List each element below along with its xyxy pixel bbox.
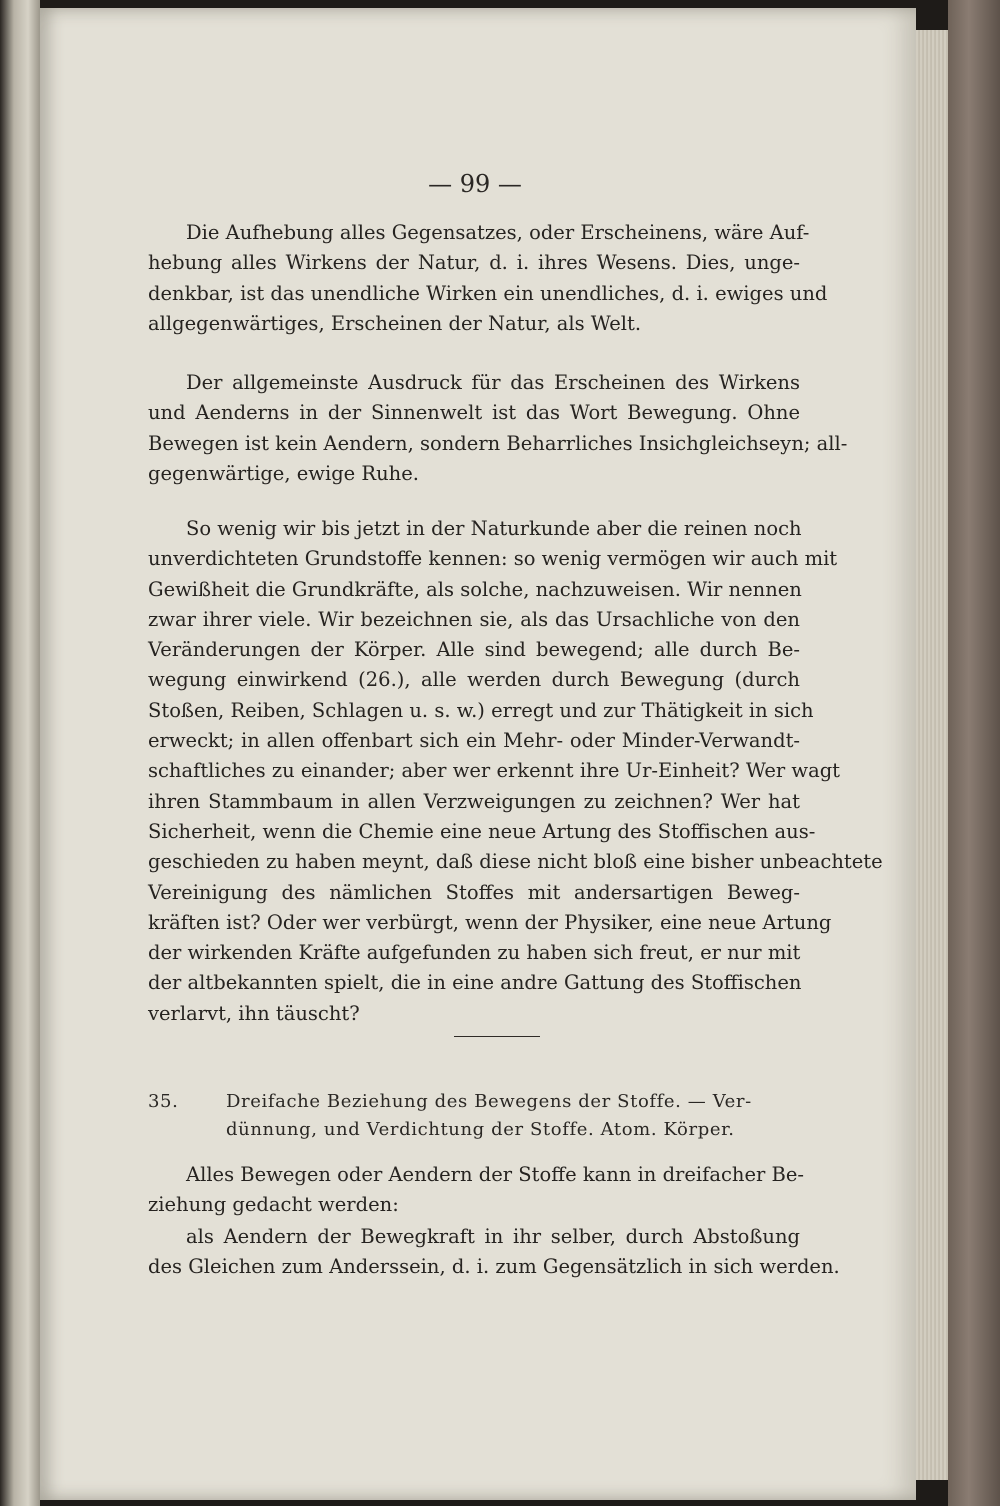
- text-line: gegenwärtige, ewige Ruhe.: [148, 461, 419, 485]
- page-number: — 99 —: [428, 170, 522, 198]
- text-line: Die Aufhebung alles Gegensatzes, oder Erscheinens, wäre Auf-: [186, 221, 810, 244]
- text-line: wegung einwirkend (26.), alle werden durch Bewegung (durch: [148, 668, 800, 692]
- text-line: So wenig wir bis jetzt in der Naturkunde aber die reinen noch: [186, 517, 802, 540]
- section-heading-line: Dreifache Beziehung des Bewegens der Stoffe. — Ver-: [226, 1091, 752, 1112]
- section-heading: [148, 1088, 800, 1144]
- paragraph-4: [148, 1160, 804, 1221]
- text-line: kräften ist? Oder wer verbürgt, wenn der Physiker, eine neue Artung: [148, 910, 832, 934]
- paragraph-5: [148, 1222, 840, 1283]
- text-line: allgegenwärtiges, Erscheinen der Natur, als Welt.: [148, 311, 642, 335]
- text-line: Sicherheit, wenn die Chemie eine neue Artung des Stoffischen aus-: [148, 819, 816, 843]
- paragraph-2: [148, 368, 848, 489]
- text-line: der wirkenden Kräfte aufgefunden zu haben sich freut, er nur mit: [148, 941, 801, 965]
- text-line: Stoßen, Reiben, Schlagen u. s. w.) erregt und zur Thätigkeit in sich: [148, 698, 814, 722]
- text-line: ihren Stammbaum in allen Verzweigungen zu zeichnen? Wer hat: [148, 789, 800, 813]
- section-heading-line: dünnung, und Verdichtung der Stoffe. Atom. Körper.: [226, 1119, 735, 1140]
- text-line: zwar ihrer viele. Wir bezeichnen sie, als das Ursachliche von den: [148, 607, 800, 631]
- text-line: geschieden zu haben meynt, daß diese nicht bloß eine bisher unbeachtete: [148, 850, 883, 874]
- text-line: schaftliches zu einander; aber wer erkennt ihre Ur-Einheit? Wer wagt: [148, 759, 841, 783]
- text-line: erweckt; in allen offenbart sich ein Mehr- oder Minder-Verwandt-: [148, 729, 800, 753]
- text-line: des Gleichen zum Anderssein, d. i. zum Gegensätzlich in sich werden.: [148, 1255, 840, 1279]
- text-line: ziehung gedacht werden:: [148, 1193, 399, 1217]
- text-line: unverdichteten Grundstoffe kennen: so wenig vermögen wir auch mit: [148, 547, 838, 571]
- text-line: Bewegen ist kein Aendern, sondern Beharrliches Insichgleichseyn; all-: [148, 431, 848, 455]
- paragraph-3: [148, 514, 883, 1029]
- page-stack-edge: [912, 30, 950, 1480]
- book-cover-edge: [948, 0, 1000, 1506]
- text-line: Veränderungen der Körper. Alle sind bewegend; alle durch Be-: [148, 638, 800, 662]
- text-line: denkbar, ist das unendliche Wirken ein unendliches, d. i. ewiges und: [148, 281, 828, 305]
- text-line: als Aendern der Bewegkraft in ihr selber, durch Abstoßung: [186, 1225, 800, 1248]
- paragraph-1: [148, 218, 828, 339]
- text-line: der altbekannten spielt, die in eine andre Gattung des Stoffischen: [148, 971, 802, 995]
- text-line: Vereinigung des nämlichen Stoffes mit andersartigen Beweg-: [148, 880, 800, 904]
- book-page: [40, 8, 916, 1500]
- text-line: hebung alles Wirkens der Natur, d. i. ihres Wesens. Dies, unge-: [148, 251, 800, 275]
- section-number: 35.: [148, 1091, 179, 1112]
- text-line: und Aenderns in der Sinnenwelt ist das Wort Bewegung. Ohne: [148, 401, 800, 425]
- text-line: verlarvt, ihn täuscht?: [148, 1001, 360, 1025]
- text-line: Alles Bewegen oder Aendern der Stoffe kann in dreifacher Be-: [186, 1163, 804, 1186]
- section-divider: [454, 1036, 540, 1037]
- text-line: Der allgemeinste Ausdruck für das Erscheinen des Wirkens: [186, 371, 800, 394]
- left-page-edge: [0, 0, 40, 1506]
- text-line: Gewißheit die Grundkräfte, als solche, nachzuweisen. Wir nennen: [148, 577, 802, 601]
